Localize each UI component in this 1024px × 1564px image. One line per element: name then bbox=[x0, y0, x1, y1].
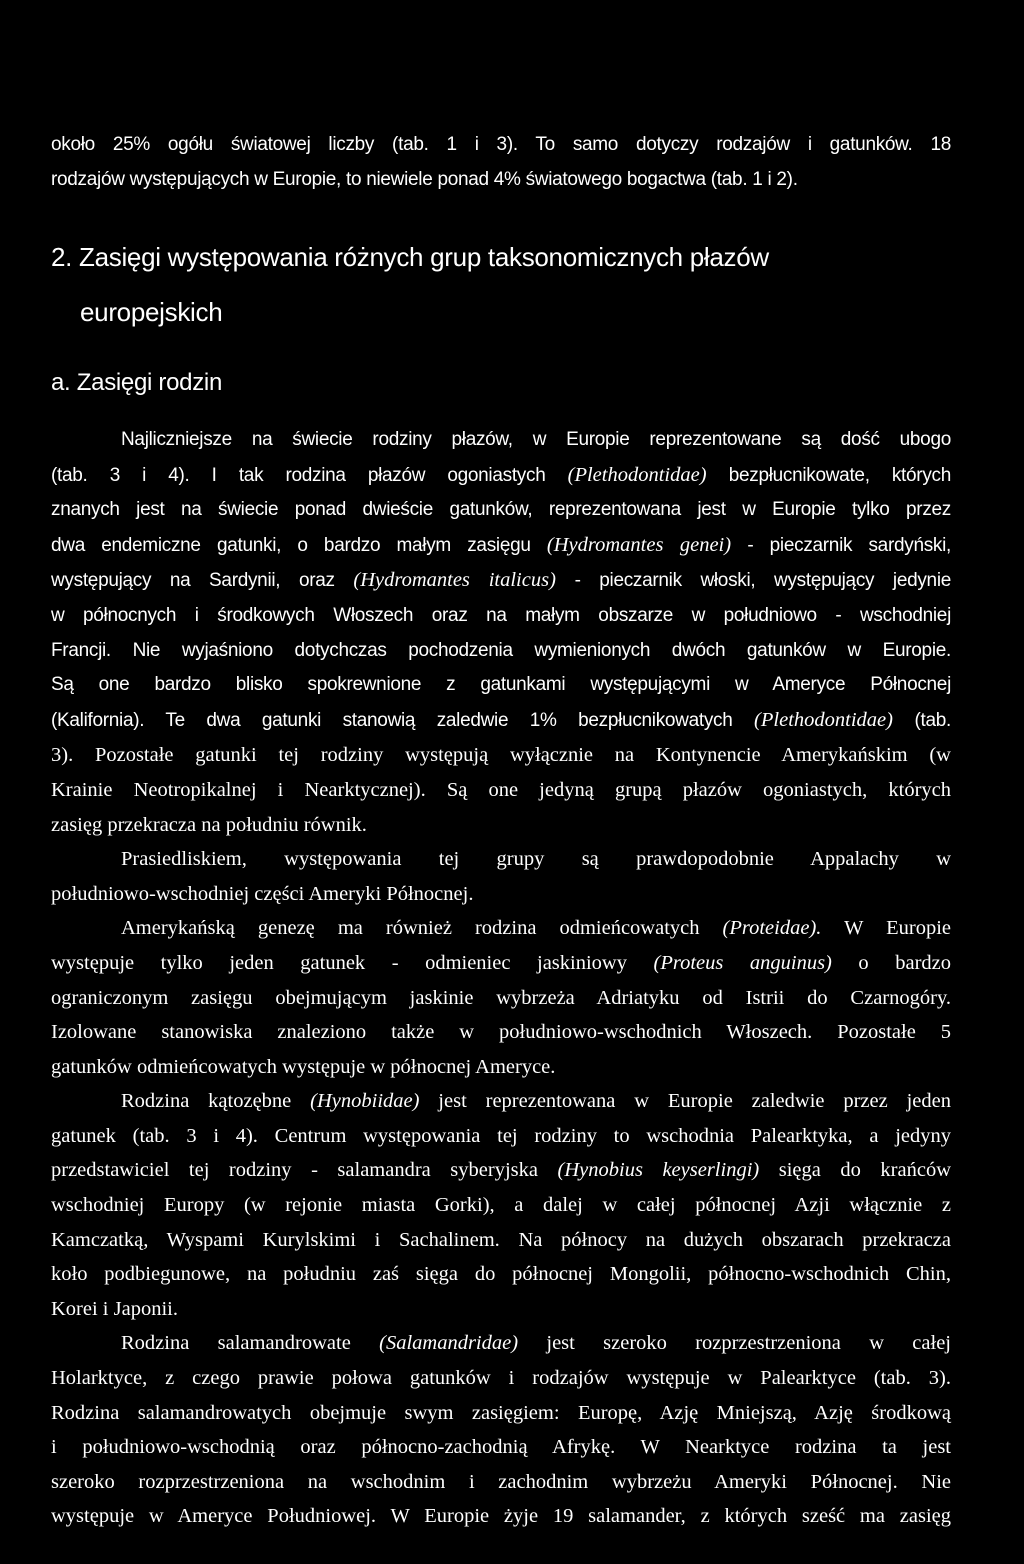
text-line: około 25% ogółu światowej liczby (tab. 1 i 3). To samo dotyczy rodzajów i gatunków. 18 bbox=[51, 134, 951, 155]
text-line: południowo-wschodniej części Ameryki Północnej. bbox=[51, 882, 474, 905]
text-line: szeroko rozprzestrzeniona na wschodnim i zachodnim wybrzeżu Ameryki Północnej. Nie bbox=[51, 1470, 951, 1493]
text-line: ograniczonym zasięgu obejmującym jaskinie wybrzeża Adriatyku od Istrii do Czarnogóry. bbox=[51, 986, 951, 1009]
text-line: koło podbiegunowe, na południu zaś sięga do północnej Mongolii, północno-wschodnich Chin, bbox=[51, 1263, 951, 1286]
text-line: (tab. 3 i 4). I tak rodzina płazów ogoniastych (Plethodontidae) bezpłucnikowate, których bbox=[51, 463, 951, 486]
text-line: 3). Pozostałe gatunki tej rodziny występują wyłącznie na Kontynencie Amerykańskim (w bbox=[51, 744, 951, 767]
text-line: (Kalifornia). Te dwa gatunki stanowią zaledwie 1% bezpłucnikowatych (Plethodontidae) (tab. bbox=[51, 708, 951, 731]
text-line: Prasiedliskiem, występowania tej grupy są prawdopodobnie Appalachy w bbox=[121, 848, 951, 871]
section-heading-continued: europejskich bbox=[80, 297, 223, 327]
text-line: gatunek (tab. 3 i 4). Centrum występowania tej rodziny to wschodnia Palearktyka, a jedyny bbox=[51, 1124, 951, 1147]
text-line: Amerykańską genezę ma również rodzina odmieńcowatych (Proteidae). W Europie bbox=[121, 917, 951, 940]
text-line: zasięg przekracza na południu równik. bbox=[51, 813, 367, 836]
text-line: dwa endemiczne gatunki, o bardzo małym zasięgu (Hydromantes genei) - pieczarnik sardyński, bbox=[51, 533, 952, 556]
body-text bbox=[51, 423, 951, 1534]
text-line: gatunków odmieńcowatych występuje w północnej Ameryce. bbox=[51, 1055, 556, 1078]
intro-paragraph bbox=[51, 128, 951, 197]
text-line: i południowo-wschodnią oraz północno-zachodnią Afrykę. W Nearktyce rodzina ta jest bbox=[51, 1436, 951, 1459]
text-line: występujący na Sardynii, oraz (Hydromantes italicus) - pieczarnik włoski, występujący jedynie bbox=[51, 569, 952, 592]
text-line: Korei i Japonii. bbox=[51, 1297, 178, 1320]
text-line: rodzajów występujących w Europie, to niewiele ponad 4% światowego bogactwa (tab. 1 i 2). bbox=[51, 168, 798, 190]
text-line: Rodzina salamandrowatych obejmuje swym zasięgiem: Europę, Azję Mniejszą, Azję środkową bbox=[51, 1401, 951, 1424]
text-line: Najliczniejsze na świecie rodziny płazów, w Europie reprezentowane są dość ubogo bbox=[121, 429, 951, 450]
text-line: Rodzina salamandrowate (Salamandridae) jest szeroko rozprzestrzeniona w całej bbox=[121, 1332, 951, 1355]
text-line: przedstawiciel tej rodziny - salamandra syberyjska (Hynobius keyserlingi) sięga do krańców bbox=[51, 1159, 952, 1182]
text-line: Holarktyce, z czego prawie połowa gatunków i rodzajów występuje w Palearktyce (tab. 3). bbox=[51, 1367, 951, 1390]
text-line: występuje tylko jeden gatunek - odmieniec jaskiniowy (Proteus anguinus) o bardzo bbox=[51, 951, 951, 974]
text-line: Kamczatką, Wyspami Kurylskimi i Sachalinem. Na północy na dużych obszarach przekracza bbox=[51, 1228, 951, 1251]
text-line: Francji. Nie wyjaśniono dotychczas pochodzenia wymienionych dwóch gatunków w Europie. bbox=[51, 639, 951, 661]
section-heading: 2. Zasięgi występowania różnych grup taksonomicznych płazów bbox=[51, 242, 769, 272]
text-line: Izolowane stanowiska znaleziono także w południowo-wschodnich Włoszech. Pozostałe 5 bbox=[51, 1021, 951, 1044]
text-line: wschodniej Europy (w rejonie miasta Gorki), a dalej w całej północnej Azji włącznie z bbox=[51, 1194, 951, 1217]
text-line: w północnych i środkowych Włoszech oraz na małym obszarze w południowo - wschodniej bbox=[51, 604, 951, 626]
text-line: Krainie Neotropikalnej i Nearktycznej). Są one jedyną grupą płazów ogoniastych, których bbox=[51, 778, 951, 801]
subsection-heading: a. Zasięgi rodzin bbox=[51, 369, 222, 396]
text-line: Są one bardzo blisko spokrewnione z gatunkami występującymi w Ameryce Północnej bbox=[51, 674, 951, 696]
text-line: Rodzina kątozębne (Hynobiidae) jest reprezentowana w Europie zaledwie przez jeden bbox=[121, 1090, 951, 1113]
text-line: występuje w Ameryce Południowej. W Europie żyje 19 salamander, z których sześć ma zasięg bbox=[51, 1505, 951, 1528]
text-line: znanych jest na świecie ponad dwieście gatunków, reprezentowana jest w Europie tylko przez bbox=[51, 499, 951, 521]
